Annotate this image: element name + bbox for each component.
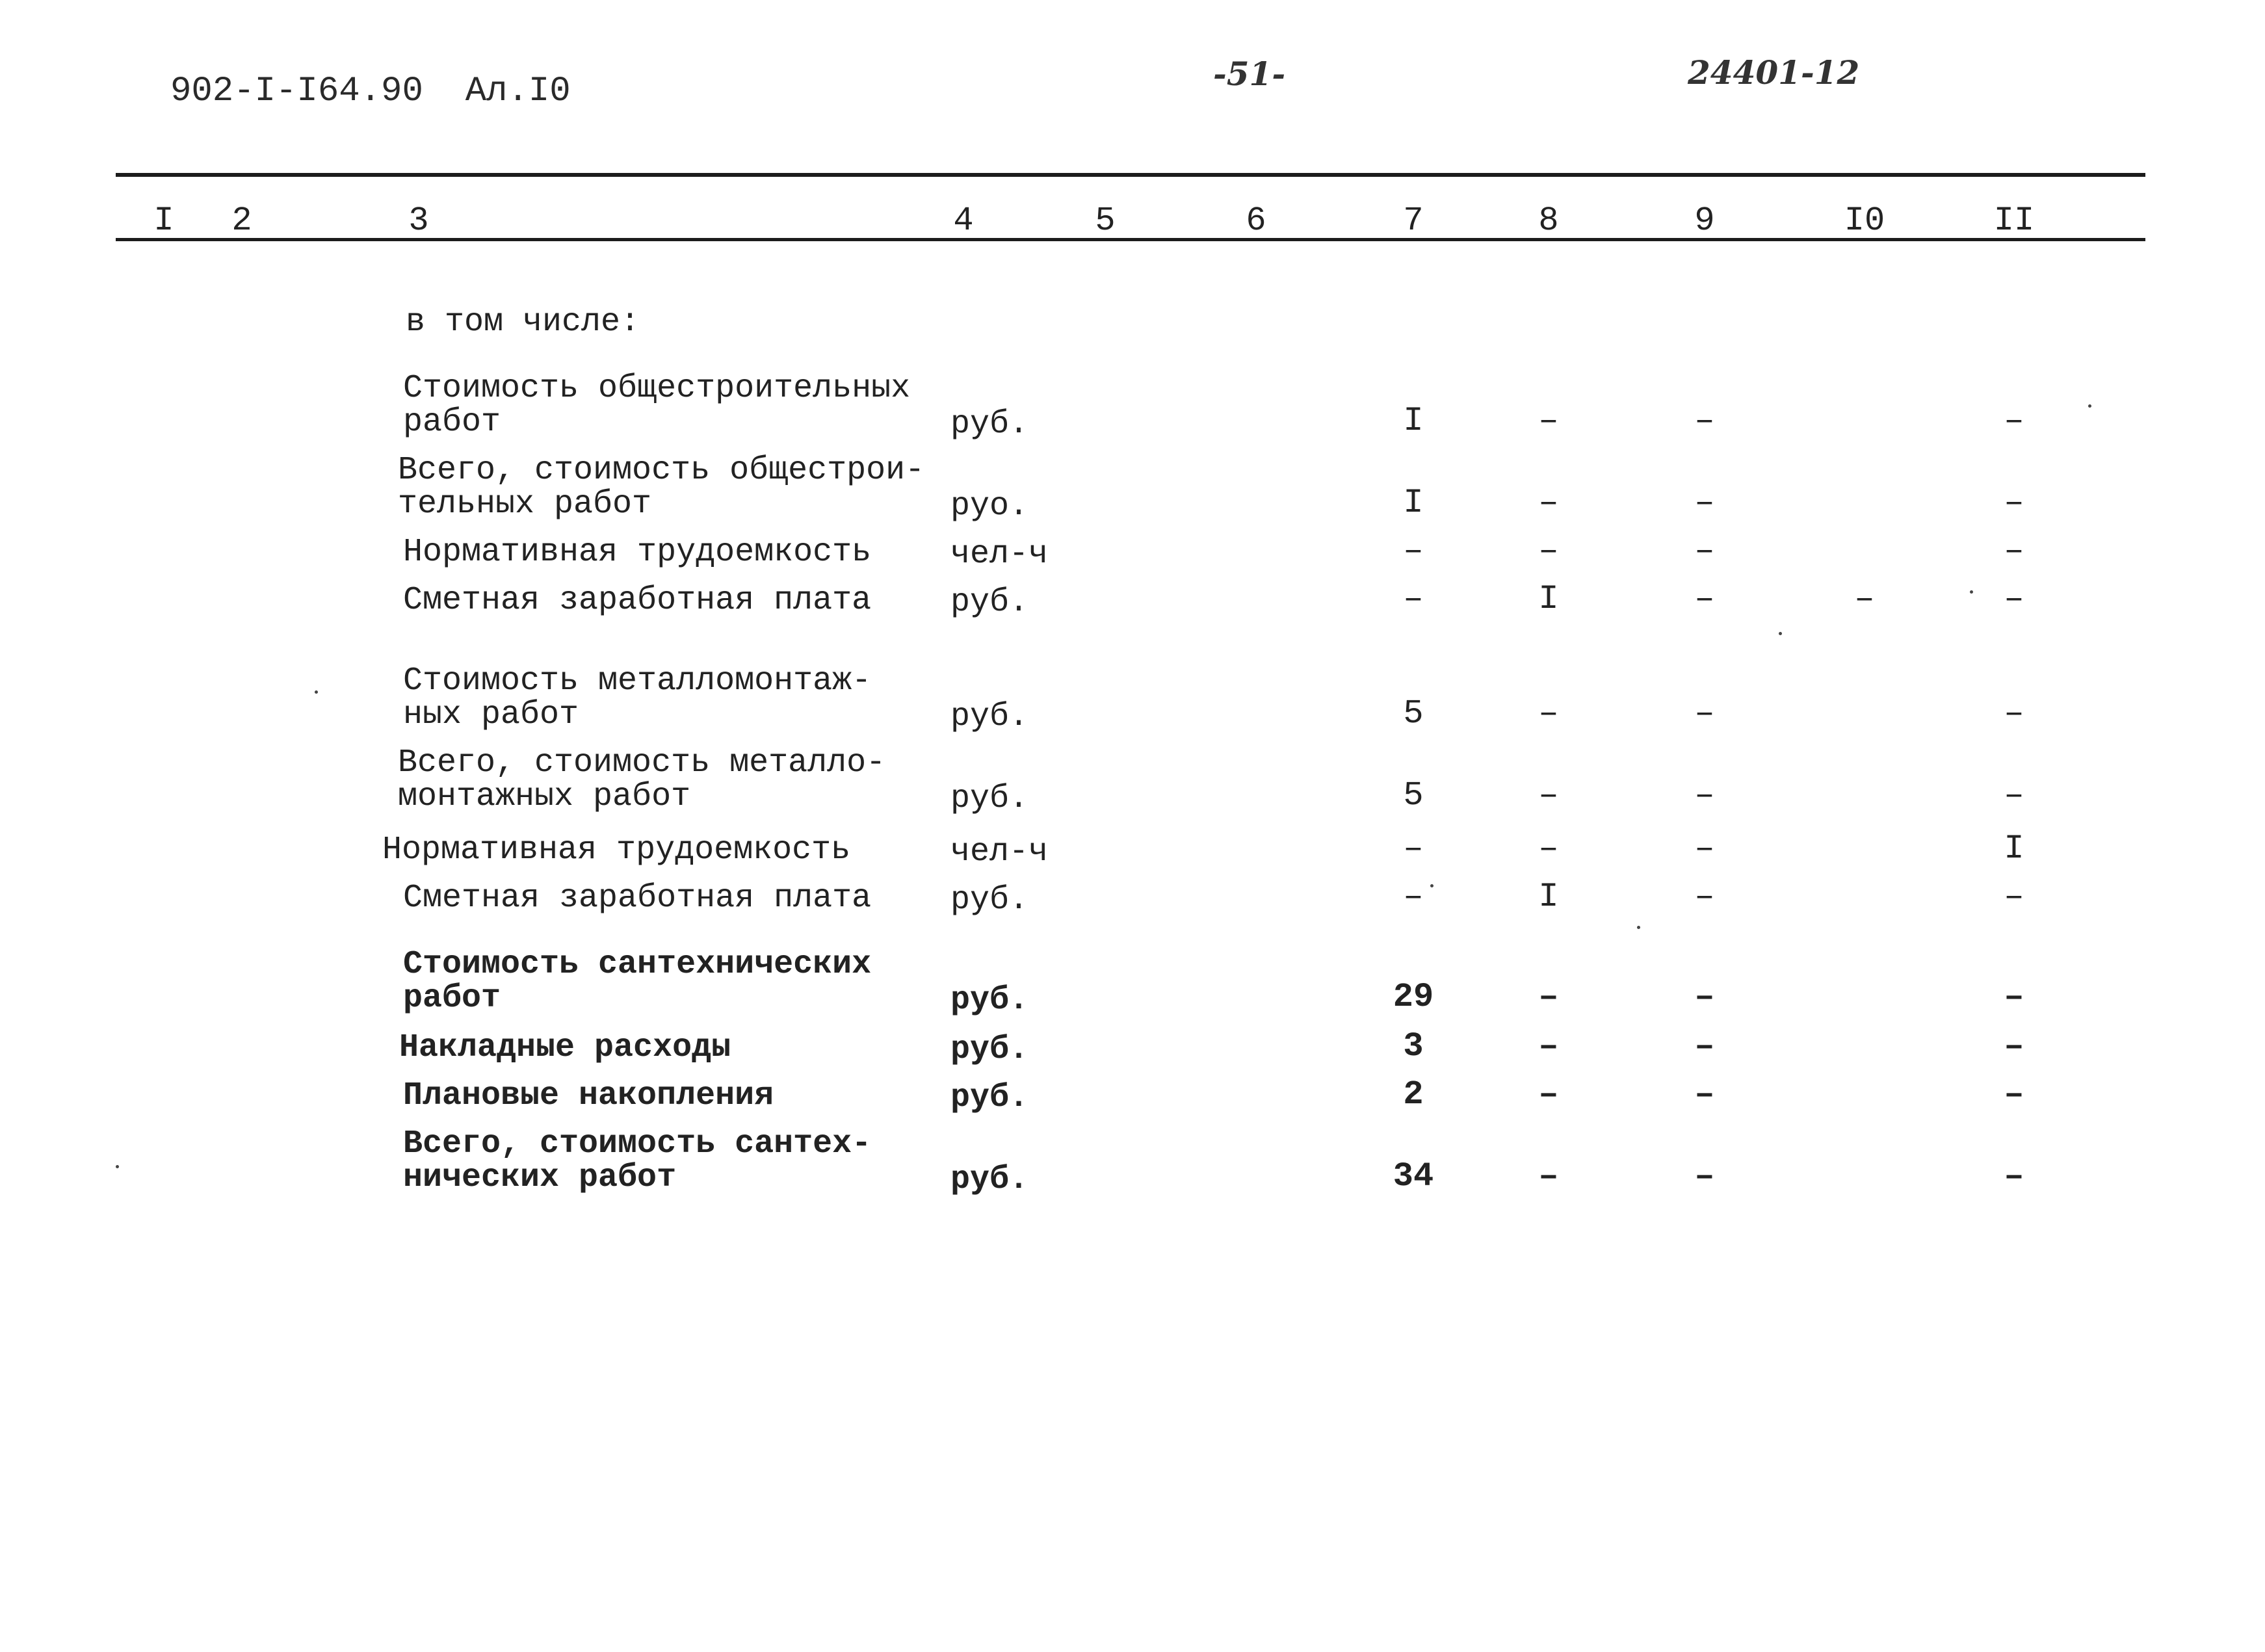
row-value-col11: – <box>2004 694 2024 733</box>
row-description: Нормативная трудоемкость <box>382 832 851 869</box>
row-value-col9: – <box>1694 402 1715 440</box>
row-description <box>403 948 871 1016</box>
page-number: -51- <box>1213 55 1286 93</box>
row-value-col11: – <box>2004 580 2024 618</box>
row-value-col8: – <box>1538 694 1559 733</box>
row-value-col8: I <box>1538 580 1559 618</box>
row-value-col7: – <box>1403 580 1424 618</box>
row-description <box>398 746 885 814</box>
scan-speck <box>2088 404 2091 408</box>
scan-speck <box>1637 926 1640 929</box>
row-value-col7: 34 <box>1393 1157 1434 1196</box>
row-value-col11: – <box>2004 1157 2024 1196</box>
row-description <box>403 1127 871 1195</box>
row-value-col11: – <box>2004 776 2024 815</box>
scan-speck <box>1970 590 1973 594</box>
row-value-col9: – <box>1694 694 1715 733</box>
column-number: 5 <box>1095 202 1116 240</box>
row-unit: руб. <box>950 982 1029 1019</box>
row-value-col7: 5 <box>1403 776 1424 815</box>
row-value-col9: – <box>1694 878 1715 916</box>
row-value-col8: – <box>1538 1157 1559 1196</box>
column-number: 2 <box>231 202 252 240</box>
row-description: Сметная заработная плата <box>403 582 872 619</box>
row-value-col11: – <box>2004 402 2024 440</box>
row-line-1: Всего, стоимость сантех- <box>403 1125 872 1162</box>
row-line-2: нических работ <box>403 1159 677 1196</box>
row-value-col8: – <box>1538 1075 1559 1114</box>
row-value-col7: 5 <box>1403 694 1424 733</box>
row-value-col9: – <box>1694 532 1715 570</box>
row-line-2: работ <box>403 404 501 441</box>
column-number: 9 <box>1694 202 1715 240</box>
row-value-col11: – <box>2004 484 2024 522</box>
row-value-col7: – <box>1403 830 1424 868</box>
row-unit: руб. <box>950 1031 1029 1068</box>
row-line-2: ных работ <box>403 696 579 733</box>
row-value-col11: – <box>2004 878 2024 916</box>
column-number: II <box>1993 202 2035 240</box>
archive-number: 24401-12 <box>1688 53 1860 92</box>
row-description <box>398 454 924 521</box>
scan-speck <box>315 690 318 694</box>
row-unit: руо. <box>950 488 1029 525</box>
row-value-col9: – <box>1694 1075 1715 1114</box>
scan-speck <box>1779 632 1782 635</box>
column-number: 8 <box>1538 202 1559 240</box>
row-value-col9: – <box>1694 1157 1715 1196</box>
table-top-rule <box>116 173 2145 177</box>
row-line-1: Стоимость сантехнических <box>403 946 872 983</box>
row-description <box>403 664 871 732</box>
row-value-col9: – <box>1694 580 1715 618</box>
row-value-col8: – <box>1538 776 1559 815</box>
column-number: 7 <box>1403 202 1424 240</box>
row-unit: руб. <box>950 1079 1029 1116</box>
row-unit: руб. <box>950 780 1029 817</box>
row-unit: руб. <box>950 584 1029 621</box>
row-line-1: Стоимость общестроительных <box>403 370 911 407</box>
row-value-col7: – <box>1403 532 1424 570</box>
row-value-col7: I <box>1403 484 1424 522</box>
scan-speck <box>1430 884 1434 887</box>
row-value-col7: I <box>1403 402 1424 440</box>
row-value-col9: – <box>1694 830 1715 868</box>
row-value-col7: – <box>1403 878 1424 916</box>
row-line-1: Стоимость металломонтаж- <box>403 662 872 700</box>
row-value-col11: – <box>2004 1075 2024 1114</box>
document-code <box>170 72 571 111</box>
row-value-col11: – <box>2004 532 2024 570</box>
row-value-col7: 29 <box>1393 978 1434 1016</box>
row-value-col8: I <box>1538 878 1559 916</box>
scan-speck <box>116 1165 119 1168</box>
column-number: I <box>153 202 174 240</box>
row-line-2: тельных работ <box>398 486 652 523</box>
row-value-col8: – <box>1538 532 1559 570</box>
row-description: Плановые накопления <box>403 1077 774 1114</box>
column-number: 4 <box>953 202 974 240</box>
row-value-col7: 3 <box>1403 1027 1424 1066</box>
row-description <box>403 372 910 439</box>
row-description: Накладные расходы <box>399 1029 731 1066</box>
row-value-col7: 2 <box>1403 1075 1424 1114</box>
row-unit: руб. <box>950 406 1029 443</box>
row-value-col9: – <box>1694 484 1715 522</box>
row-value-col8: – <box>1538 978 1559 1016</box>
row-line-2: монтажных работ <box>398 778 691 815</box>
row-value-col9: – <box>1694 1027 1715 1066</box>
row-unit: чел-ч <box>950 536 1049 573</box>
row-description: Сметная заработная плата <box>403 880 872 917</box>
row-unit: руб. <box>950 1161 1029 1198</box>
column-number: 3 <box>408 202 429 240</box>
row-unit: чел-ч <box>950 833 1049 871</box>
sheet-label: Ал.I0 <box>465 72 571 111</box>
row-value-col10: – <box>1854 580 1875 618</box>
intro-text: в том числе: <box>406 304 640 341</box>
row-value-col8: – <box>1538 402 1559 440</box>
row-line-1: Всего, стоимость общестрои- <box>398 452 925 489</box>
row-unit: руб. <box>950 698 1029 735</box>
column-number: I0 <box>1844 202 1885 240</box>
row-value-col9: – <box>1694 776 1715 815</box>
column-number: 6 <box>1246 202 1266 240</box>
doc-code: 902-I-I64.90 <box>170 72 423 111</box>
row-value-col8: – <box>1538 1027 1559 1066</box>
row-value-col9: – <box>1694 978 1715 1016</box>
row-description: Нормативная трудоемкость <box>403 534 872 571</box>
row-line-1: Всего, стоимость металло- <box>398 744 886 781</box>
row-value-col11: – <box>2004 1027 2024 1066</box>
row-line-2: работ <box>403 980 501 1017</box>
row-value-col8: – <box>1538 484 1559 522</box>
row-value-col11: I <box>2004 830 2024 868</box>
row-value-col11: – <box>2004 978 2024 1016</box>
row-value-col8: – <box>1538 830 1559 868</box>
row-unit: руб. <box>950 882 1029 919</box>
